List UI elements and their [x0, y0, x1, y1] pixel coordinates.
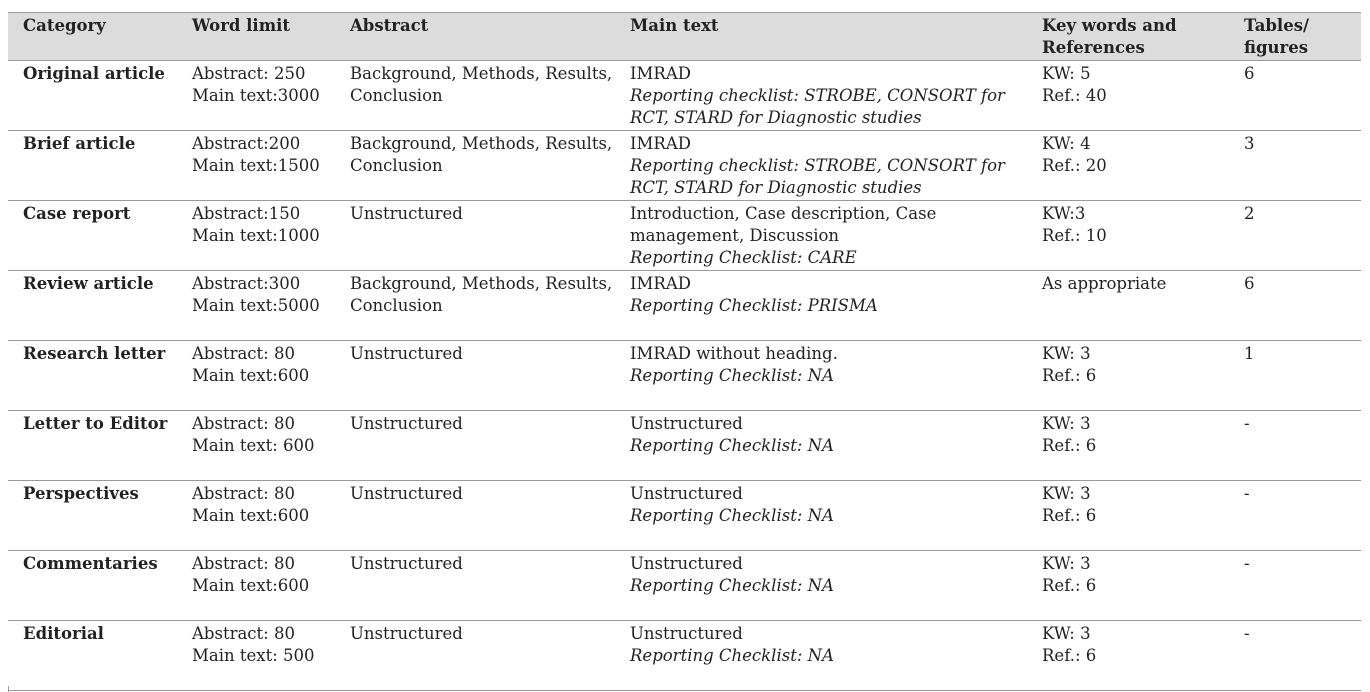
word-limit-cell [177, 270, 335, 340]
keywords-count: KW: 3 [1042, 483, 1091, 503]
main-text-cell [615, 550, 1027, 620]
category-cell: Perspectives [23, 483, 139, 503]
word-limit-cell [177, 410, 335, 480]
keywords-count: KW: 4 [1042, 133, 1091, 153]
reporting-checklist: Reporting Checklist: NA [630, 645, 834, 665]
word-limit-abstract: Abstract: 80 [192, 623, 295, 643]
references-count: Ref.: 6 [1042, 645, 1097, 665]
main-text-structure: IMRAD [630, 133, 691, 153]
word-limit-cell [177, 620, 335, 690]
table-row [8, 60, 1361, 130]
word-limit-cell [177, 200, 335, 270]
references-count: Ref.: 6 [1042, 505, 1097, 525]
reporting-checklist: Reporting checklist: STROBE, CONSORT for RCT, STARD for Diagnostic studies [630, 85, 1005, 128]
references-count: Ref.: 6 [1042, 575, 1097, 595]
word-limit-cell [177, 130, 335, 200]
word-limit-abstract: Abstract:300 [192, 273, 301, 293]
word-limit-abstract: Abstract: 80 [192, 343, 295, 363]
category-cell: Research letter [23, 343, 166, 363]
abstract-cell: Unstructured [350, 413, 463, 433]
tables-figures-cell: 6 [1244, 273, 1255, 293]
main-text-structure: Unstructured [630, 413, 743, 433]
reporting-checklist: Reporting Checklist: NA [630, 435, 834, 455]
abstract-cell: Background, Methods, Results, Conclusion [350, 273, 613, 315]
keywords-count: KW: 3 [1042, 343, 1091, 363]
word-limit-main-text: Main text:5000 [192, 295, 320, 315]
category-cell: Letter to Editor [23, 413, 168, 433]
keywords-count: KW: 3 [1042, 553, 1091, 573]
word-limit-main-text: Main text:1500 [192, 155, 320, 175]
table-row [8, 620, 1361, 690]
abstract-cell: Unstructured [350, 203, 463, 223]
keywords-count: KW: 3 [1042, 623, 1091, 643]
keywords-references-cell [1027, 620, 1229, 690]
word-limit-main-text: Main text:600 [192, 505, 310, 525]
abstract-cell: Background, Methods, Results, Conclusion [350, 133, 613, 175]
table-row [8, 130, 1361, 200]
reporting-checklist: Reporting checklist: STROBE, CONSORT for RCT, STARD for Diagnostic studies [630, 155, 1005, 198]
tables-figures-cell: - [1244, 413, 1250, 433]
category-cell: Review article [23, 273, 154, 293]
tables-figures-cell: 3 [1244, 133, 1255, 153]
reporting-checklist: Reporting Checklist: CARE [630, 248, 857, 268]
keywords-references-cell [1027, 340, 1229, 410]
main-text-structure: Unstructured [630, 553, 743, 573]
references-count: Ref.: 40 [1042, 85, 1107, 105]
main-text-structure: IMRAD [630, 273, 691, 293]
word-limit-abstract: Abstract:150 [192, 203, 301, 223]
page-edge-line [8, 686, 9, 692]
keywords-count: KW: 3 [1042, 413, 1091, 433]
word-limit-main-text: Main text: 600 [192, 435, 315, 455]
word-limit-abstract: Abstract: 80 [192, 553, 295, 573]
word-limit-abstract: Abstract: 80 [192, 413, 295, 433]
keywords-references-cell [1027, 270, 1229, 340]
category-cell: Brief article [23, 133, 136, 153]
reporting-checklist: Reporting Checklist: NA [630, 575, 834, 595]
word-limit-main-text: Main text:3000 [192, 85, 320, 105]
references-count: Ref.: 6 [1042, 365, 1097, 385]
abstract-cell: Unstructured [350, 623, 463, 643]
word-limit-abstract: Abstract:200 [192, 133, 301, 153]
keywords-references-cell [1027, 550, 1229, 620]
table-row [8, 480, 1361, 550]
main-text-cell [615, 60, 1027, 130]
table-body [8, 60, 1361, 690]
table-row [8, 200, 1361, 270]
main-text-cell [615, 480, 1027, 550]
abstract-cell: Unstructured [350, 343, 463, 363]
header-abstract: Abstract [335, 13, 615, 61]
abstract-cell: Unstructured [350, 483, 463, 503]
header-word-limit: Word limit [177, 13, 335, 61]
keywords-count: KW:3 [1042, 203, 1086, 223]
table-row [8, 270, 1361, 340]
references-count: Ref.: 10 [1042, 225, 1107, 245]
word-limit-cell [177, 480, 335, 550]
reporting-checklist: Reporting Checklist: NA [630, 365, 834, 385]
main-text-cell [615, 410, 1027, 480]
article-types-table-container [8, 12, 1361, 691]
tables-figures-cell: 1 [1244, 343, 1255, 363]
header-keywords-references: Key words and References [1027, 13, 1229, 61]
category-cell: Case report [23, 203, 131, 223]
keywords-references-cell [1027, 200, 1229, 270]
keywords-references-cell [1027, 480, 1229, 550]
word-limit-abstract: Abstract: 250 [192, 63, 306, 83]
main-text-structure: IMRAD without heading. [630, 343, 838, 363]
word-limit-cell [177, 60, 335, 130]
word-limit-main-text: Main text:600 [192, 575, 310, 595]
word-limit-main-text: Main text: 500 [192, 645, 315, 665]
main-text-cell [615, 620, 1027, 690]
keywords-references-cell [1027, 60, 1229, 130]
word-limit-main-text: Main text:1000 [192, 225, 320, 245]
main-text-cell [615, 340, 1027, 410]
category-cell: Original article [23, 63, 165, 83]
keywords-references-cell [1027, 130, 1229, 200]
abstract-cell: Background, Methods, Results, Conclusion [350, 63, 613, 105]
main-text-cell [615, 200, 1027, 270]
header-category: Category [8, 13, 177, 61]
main-text-structure: IMRAD [630, 63, 691, 83]
tables-figures-cell: 2 [1244, 203, 1255, 223]
tables-figures-cell: 6 [1244, 63, 1255, 83]
main-text-cell [615, 270, 1027, 340]
main-text-cell [615, 130, 1027, 200]
keywords-references-cell [1027, 410, 1229, 480]
article-types-table [8, 12, 1361, 691]
table-row [8, 550, 1361, 620]
header-main-text: Main text [615, 13, 1027, 61]
header-tables-figures: Tables/ figures [1229, 13, 1361, 61]
word-limit-cell [177, 340, 335, 410]
tables-figures-cell: - [1244, 483, 1250, 503]
word-limit-cell [177, 550, 335, 620]
reporting-checklist: Reporting Checklist: PRISMA [630, 295, 878, 315]
main-text-structure: Introduction, Case description, Case management, Discussion [630, 203, 937, 245]
keywords-count: As appropriate [1042, 273, 1167, 293]
word-limit-main-text: Main text:600 [192, 365, 310, 385]
keywords-count: KW: 5 [1042, 63, 1091, 83]
table-row [8, 410, 1361, 480]
reporting-checklist: Reporting Checklist: NA [630, 505, 834, 525]
tables-figures-cell: - [1244, 623, 1250, 643]
main-text-structure: Unstructured [630, 623, 743, 643]
abstract-cell: Unstructured [350, 553, 463, 573]
tables-figures-cell: - [1244, 553, 1250, 573]
references-count: Ref.: 6 [1042, 435, 1097, 455]
category-cell: Commentaries [23, 553, 158, 573]
word-limit-abstract: Abstract: 80 [192, 483, 295, 503]
table-row [8, 340, 1361, 410]
main-text-structure: Unstructured [630, 483, 743, 503]
table-header-row [8, 13, 1361, 61]
references-count: Ref.: 20 [1042, 155, 1107, 175]
category-cell: Editorial [23, 623, 104, 643]
